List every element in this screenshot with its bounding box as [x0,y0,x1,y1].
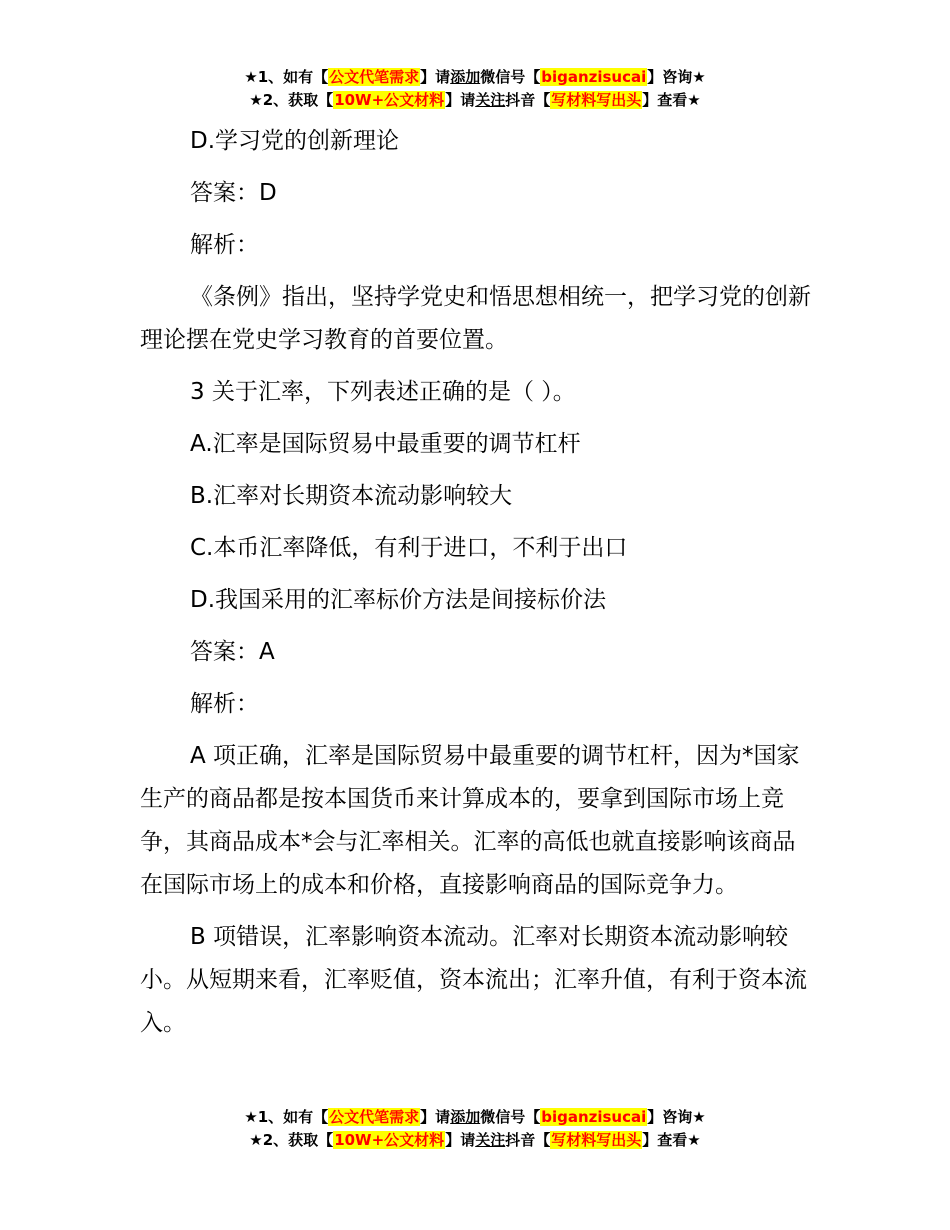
banner-text: 】请 [420,68,451,86]
banner-text: 微信号【 [480,1108,541,1126]
question-3: 3 关于汇率，下列表述正确的是（ ）。 [190,379,576,405]
option-a: A.汇率是国际贸易中最重要的调节杠杆 [190,431,581,457]
footer-banner [0,1106,950,1152]
highlight-douyin-account: 写材料写出头 [551,1131,642,1149]
banner-text: 抖音【 [505,91,551,109]
header-line-1 [0,66,950,89]
banner-text: 微信号【 [480,68,541,86]
underlined-text: 关注 [475,1131,506,1149]
analysis-option-a: A 项正确，汇率是国际贸易中最重要的调节杠杆，因为*国家生产的商品都是按本国货币来计算成本的，要拿到国际市场上竞争，其商品成本*会与汇率相关。汇率的高低也就直接影响该商品在国际市场上的成本和价格，直接影响商品的国际竞争力。 [140,743,800,898]
footer-line-2 [0,1129,950,1152]
highlight-wechat-id: biganzisucai [541,1108,647,1126]
underlined-text: 添加 [450,1108,481,1126]
highlight-materials: 10W+公文材料 [334,91,445,109]
banner-text: 】请 [445,91,476,109]
banner-text: 】咨询★ [647,68,706,86]
banner-text: ★2、获取【 [249,91,334,109]
underlined-text: 关注 [475,91,506,109]
highlight-materials: 10W+公文材料 [334,1131,445,1149]
analysis-label-prev: 解析： [190,232,259,258]
analysis-text-prev: 《条例》指出，坚持学党史和悟思想相统一，把学习党的创新理论摆在党史学习教育的首要位置。 [140,284,811,353]
analysis-option-b: B 项错误，汇率影响资本流动。汇率对长期资本流动影响较小。从短期来看，汇率贬值，资本流出；汇率升值，有利于资本流入。 [140,924,807,1036]
banner-text: ★1、如有【 [244,68,329,86]
banner-text: 】查看★ [642,91,701,109]
banner-text: 】咨询★ [647,1108,706,1126]
option-d-prev: D.学习党的创新理论 [190,128,400,154]
option-c: C.本币汇率降低，有利于进口，不利于出口 [190,535,628,561]
analysis-label: 解析： [190,691,259,717]
underlined-text: 添加 [450,68,481,86]
footer-line-1 [0,1106,950,1129]
highlight-wechat-id: biganzisucai [541,68,647,86]
banner-text: 】查看★ [642,1131,701,1149]
answer: 答案：A [190,639,275,665]
header-line-2 [0,89,950,112]
banner-text: 】请 [420,1108,451,1126]
option-b: B.汇率对长期资本流动影响较大 [190,483,513,509]
banner-text: ★1、如有【 [244,1108,329,1126]
header-banner [0,66,950,112]
option-d: D.我国采用的汇率标价方法是间接标价法 [190,587,607,613]
highlight-service: 公文代笔需求 [329,1108,420,1126]
answer-prev: 答案：D [190,180,277,206]
banner-text: ★2、获取【 [249,1131,334,1149]
highlight-douyin-account: 写材料写出头 [551,91,642,109]
document-body [140,120,812,1045]
banner-text: 抖音【 [505,1131,551,1149]
highlight-service: 公文代笔需求 [329,68,420,86]
banner-text: 】请 [445,1131,476,1149]
